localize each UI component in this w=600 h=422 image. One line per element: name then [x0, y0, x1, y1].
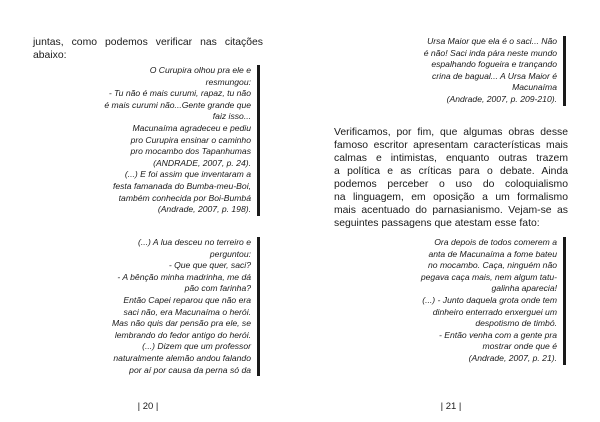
quote-line: (...) - Junto daquela grota onde tem [422, 294, 557, 305]
quote-lua [60, 237, 260, 376]
quote-line: no mocambo. Caça, ninguém não [428, 260, 557, 271]
quote-line: pegava caça mais, nem algum tatu- [420, 271, 557, 282]
quote-line: O Curupira olhou pra ele e [149, 65, 251, 75]
text-line: a política e as críticas para o debate. Ainda [334, 166, 568, 177]
quote-line: pão com farinha? [184, 283, 251, 294]
quote-line: mostrar onde que é [482, 341, 557, 352]
quote-line: é mais curumi não...Gente grande que [104, 99, 251, 110]
quote-line: perguntou: [209, 248, 251, 259]
quote-line: Macunaíma agradeceu e pediu [132, 122, 251, 133]
quote-curupira [60, 65, 260, 216]
quote-line: naturalmente alemão andou falando [113, 352, 251, 363]
quote-line: por aí por causa da perna só da [129, 364, 251, 375]
quote-line: Ursa Maior que ela é o saci... Não [427, 36, 557, 46]
quote-line: Macunaíma [512, 82, 557, 93]
quote-line: saci não, era Macunaíma o herói. [123, 306, 251, 317]
quote-line: (Andrade, 2007, p. 209-210). [446, 93, 557, 104]
quote-line: (...) E foi assim que inventaram a [124, 169, 251, 180]
quote-line: crina de bagual... A Ursa Maior é [432, 70, 557, 81]
quote-line: também conhecida por Boi-Bumbá [118, 192, 251, 203]
intro-paragraph [33, 36, 263, 62]
quote-line: faiz isso... [212, 111, 251, 122]
text-line: calmas e intimistas, enquanto outras trazem [334, 153, 568, 164]
quote-line: (Andrade, 2007, p. 198). [157, 204, 251, 215]
page-number: | 21 | [440, 401, 462, 412]
quote-anta [358, 237, 566, 365]
quote-line: lembrando do fedor antigo do herói. [114, 329, 251, 340]
quote-line: espalhando fogueira e trançando [431, 59, 557, 70]
text-line: juntas, como podemos verificar nas citações [33, 37, 263, 48]
quote-line: (Andrade, 2007, p. 21). [468, 352, 557, 363]
text-line: na linguagem, em oposição a um formalismo [334, 192, 568, 203]
quote-ursa-maior [358, 36, 566, 106]
quote-line: festa famanada do Bumba-meu-Boi, [112, 180, 251, 191]
quote-line: galinha aparecia! [491, 283, 557, 294]
quote-line: - A bênção minha madrinha, me dá [117, 271, 251, 282]
quote-line: - Tu não é mais curumi, rapaz, tu não [108, 88, 251, 99]
quote-line: despotismo de timbó. [475, 318, 557, 329]
quote-line: (ANDRADE, 2007, p. 24). [153, 157, 251, 168]
text-line: Verificamos, por fim, que algumas obras desse [334, 127, 568, 138]
text-line: mais acentuado do parnasianismo. Vejam-se as [334, 205, 568, 216]
quote-line: (...) A lua desceu no terreiro e [137, 237, 251, 247]
quote-line: dinheiro enterrado enxerguei um [432, 306, 557, 317]
body-paragraph [334, 126, 568, 230]
quote-line: - Que que quer, saci? [168, 260, 251, 271]
quote-line: - Então venha com a gente pra [438, 329, 557, 340]
page-number: | 20 | [137, 401, 159, 412]
quote-line: (...) Dizem que um professor [142, 341, 251, 352]
right-page [300, 0, 600, 422]
text-line: abaixo: [33, 50, 67, 61]
quote-line: Então Capei reparou que não era [123, 294, 251, 305]
text-line: podemos perceber o uso do coloquialismo [334, 179, 568, 190]
quote-line: pro mocambo dos Tapanhumas [130, 146, 251, 157]
quote-line: anta de Macunaíma a fome bateu [428, 248, 557, 259]
quote-line: Mas não quis dar pensão pra ele, se [111, 318, 251, 329]
text-line: famoso escritor apresentam características mais [334, 140, 568, 151]
quote-line: resmungou: [205, 76, 251, 87]
quote-line: Ora depois de todos comerem a [434, 237, 557, 247]
quote-line: é não! Saci inda pára neste mundo [423, 47, 557, 58]
text-line: seguintes passagens que atestam esse fato: [334, 218, 540, 229]
quote-line: pro Curupira ensinar o caminho [130, 134, 251, 145]
